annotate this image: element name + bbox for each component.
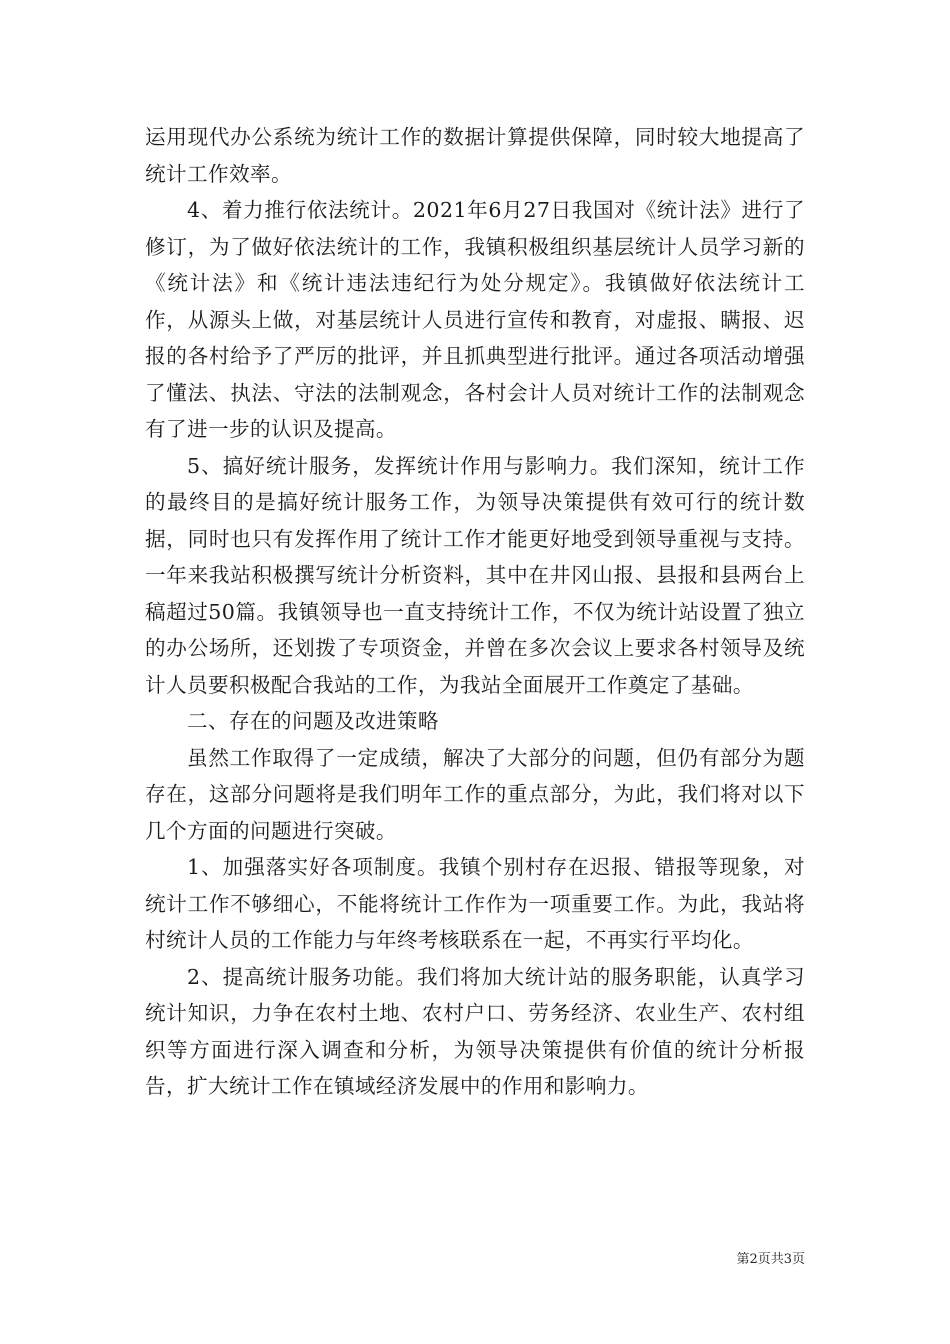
document-body [145, 119, 805, 1105]
paragraph-continuation: 运用现代办公系统为统计工作的数据计算提供保障，同时较大地提高了统计工作效率。 [145, 125, 805, 186]
paragraph-item-5: 5、搞好统计服务，发挥统计作用与影响力。我们深知，统计工作的最终目的是搞好统计服务工作，为领导决策提供有效可行的统计数据，同时也只有发挥作用了统计工作才能更好地受到领导重视与支持。一年来我站积极撰写统计分析资料，其中在井冈山报、县报和县两台上稿超过50篇。我镇领导也一直支持统计工作，不仅为统计站设置了独立的办公场所，还划拨了专项资金，并曾在多次会议上要求各村领导及统计人员要积极配合我站的工作，为我站全面展开工作奠定了基础。 [145, 453, 805, 697]
paragraph-item-1: 1、加强落实好各项制度。我镇个别村存在迟报、错报等现象，对统计工作不够细心，不能将统计工作作为一项重要工作。为此，我站将村统计人员的工作能力与年终考核联系在一起，不再实行平均化。 [145, 855, 805, 952]
paragraph-item-4: 4、着力推行依法统计。2021年6月27日我国对《统计法》进行了修订，为了做好依法统计的工作，我镇积极组织基层统计人员学习新的《统计法》和《统计违法违纪行为处分规定》。我镇做好依法统计工作，从源头上做，对基层统计人员进行宣传和教育，对虚报、瞒报、迟报的各村给予了严厉的批评，并且抓典型进行批评。通过各项活动增强了懂法、执法、守法的法制观念，各村会计人员对统计工作的法制观念有了进一步的认识及提高。 [145, 198, 805, 441]
paragraph-intro: 虽然工作取得了一定成绩，解决了大部分的问题，但仍有部分为题存在，这部分问题将是我们明年工作的重点部分，为此，我们将对以下几个方面的问题进行突破。 [145, 745, 805, 843]
section-heading-2: 二、存在的问题及改进策略 [187, 709, 439, 733]
page-number-footer: 第2页共3页 [736, 1252, 805, 1267]
paragraph-item-2: 2、提高统计服务功能。我们将加大统计站的服务职能，认真学习统计知识，力争在农村土地、农村户口、劳务经济、农业生产、农村组织等方面进行深入调查和分析，为领导决策提供有价值的统计分析报告，扩大统计工作在镇域经济发展中的作用和影响力。 [145, 964, 805, 1098]
